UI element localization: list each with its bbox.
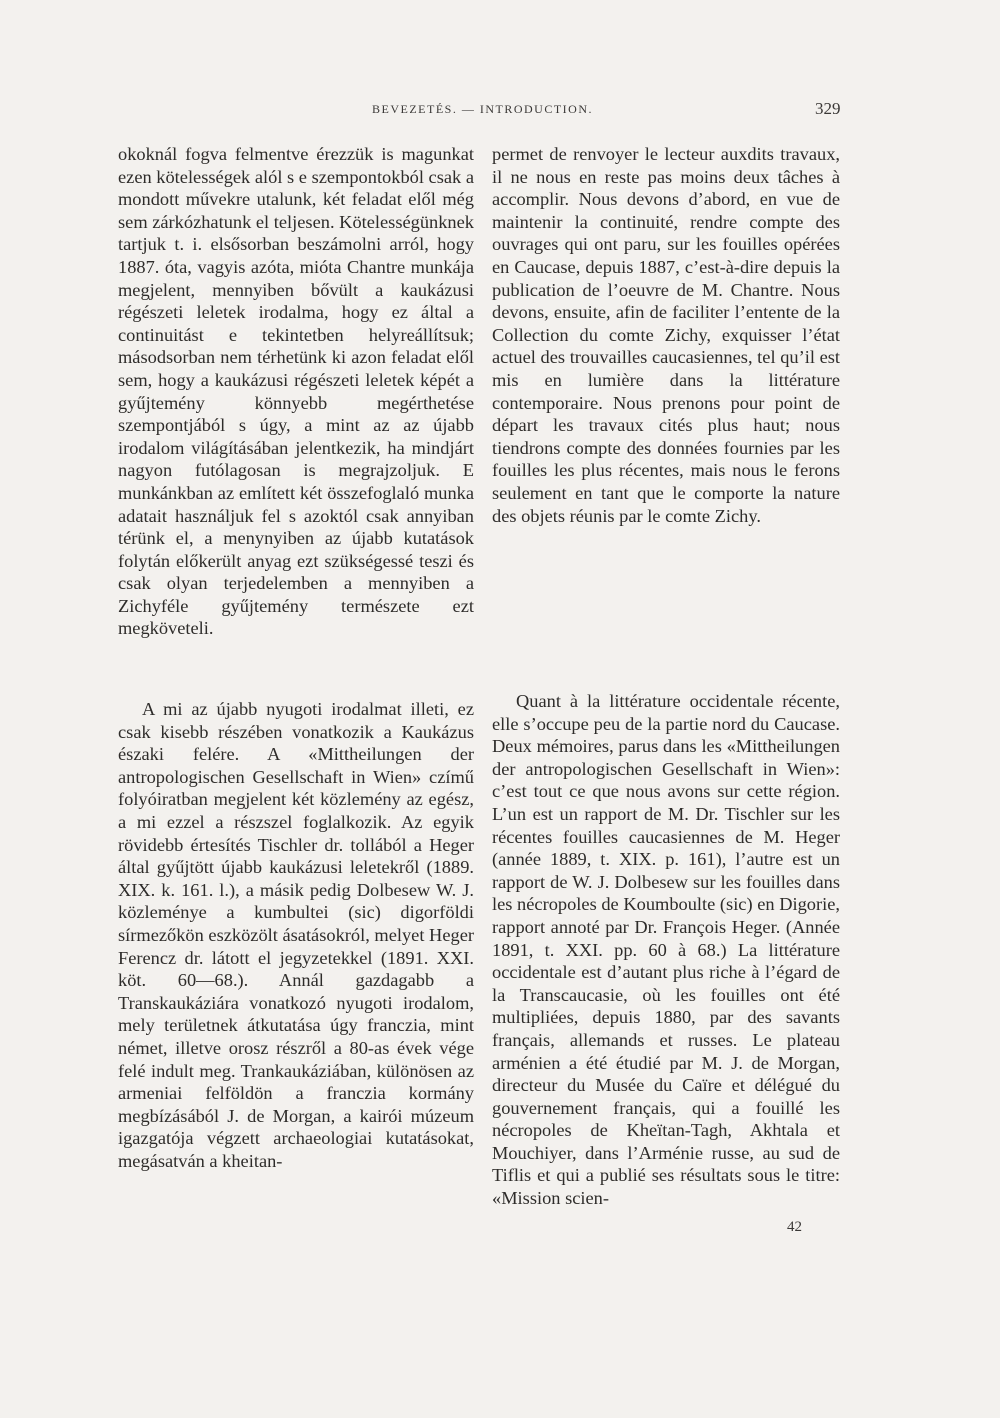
- french-paragraph-2: Quant à la littérature occidentale récente, elle s’occupe peu de la partie nord du Caucase. Deux mémoires, parus dans les «Mittheilungen der antropologischen Gesellschaft in Wien»: c’est tout ce que nous avons sur cette région. L’un est un rapport de M. Dr. Tischler sur les récentes fouilles caucasiennes de M. Heger (année 1889, t. XIX. p. 161), l’autre est un rapport de W. J. Dolbesew sur les fouilles dans les nécropoles de Koumboulte (sic) en Digorie, rapport annoté par Dr. François Heger. (Année 1891, t. XXI. pp. 60 à 68.) La littérature occidentale est d’autant plus riche à l’égard de la Transcaucasie, où les fouilles ont été multipliées, depuis 1880, par des savants français, allemands et russes. Le plateau arménien a été étudié par M. J. de Morgan, directeur du Musée du Caïre et délégué du gouvernement français, qui a fouillé les nécropoles de Kheïtan-Tagh, Akhtala et Mouchiyer, dans l’Arménie russe, au sud de Tiflis et qui a publié ses résultats sous le titre: «Mission scien-: [492, 691, 840, 1209]
- page-number: 329: [815, 99, 841, 118]
- running-head: BEVEZETÉS. — INTRODUCTION.: [372, 102, 593, 116]
- hungarian-paragraph-1: okoknál fogva felmentve érezzük is magunkat ezen kötelességek alól s e szempontokból csak a mondott művekre utalunk, két feladat elől még sem zárkózhatunk el teljesen. Kötelességünknek tartjuk t. i. elsősorban beszámolni arról, hogy 1887. óta, vagyis azóta, mióta Chantre munkája megjelent, mennyiben bővült a kaukázusi régészeti leletek irodalma, hogy ez által a continuitást e tekintetben helyreállítsuk; másodsorban nem térhetünk ki azon feladat elől sem, hogy a kaukázusi régészeti leletek képét a gyűjtemény könnyebb megérthetése szempontjából s úgy, a mint az az újabb irodalom világításában jelentkezik, ha mindjárt nagyon futólagosan is megrajzoljuk. E munkánkban az említett két összefoglaló munka adatait használjuk fel s azoktól csak annyiban térünk el, a menynyiben az újabb kutatások folytán előkerült anyag ezt szükségessé teszi és csak olyan terjedelemben a mennyiben a Zichyféle gyűjtemény természete ezt megköveteli.: [118, 144, 474, 639]
- french-column-1: [492, 143, 840, 527]
- french-column-2: [492, 690, 840, 1210]
- hungarian-column-1: [118, 143, 474, 640]
- hungarian-column-2: [118, 698, 474, 1172]
- french-paragraph-1: permet de renvoyer le lecteur auxdits travaux, il ne nous en reste pas moins deux tâches à accomplir. Nous devons d’abord, en vue de maintenir la continuité, rendre compte des ouvrages qui ont paru, sur les fouilles opérées en Caucase, depuis 1887, c’est-à-dire depuis la publication de l’oeuvre de M. Chantre. Nous devons, ensuite, afin de faciliter l’entente de la Collection du comte Zichy, exquisser l’état actuel des trouvailles caucasiennes, tel qu’il est mis en lumière dans la littérature contemporaire. Nous prenons pour point de départ les travaux cités plus haut; nous tiendrons compte des données fournies par les fouilles les plus récentes, mais nous le ferons seulement en tant que le comporte la nature des objets réunis par le comte Zichy.: [492, 144, 840, 526]
- signature-mark: 42: [787, 1219, 802, 1235]
- hungarian-paragraph-2: A mi az újabb nyugoti irodalmat illeti, ez csak kisebb részében vonatkozik a Kaukázus északi felére. A «Mittheilungen der antropologischen Gesellschaft in Wien» czímű folyóiratban megjelent két közlemény az egész, a mi ezzel a részszel foglalkozik. Az egyik rövidebb értesítés Tischler dr. tollából a Heger által gyűjtött újabb kaukázusi leletekről (1889. XIX. k. 161. l.), a másik pedig Dolbesew W. J. közleménye a kumbultei (sic) digorföldi sírmezőkön eszközölt ásatásokról, melyet Heger Ferencz dr. látott el jegyzetekkel (1891. XXI. köt. 60—68.). Annál gazdagabb a Transkaukáziára vonatkozó nyugoti irodalom, mely területnek átkutatása úgy franczia, mint német, illetve orosz részről a 80-as évek vége felé indult meg. Trankaukáziában, különösen az armeniai felföldön a franczia kormány megbízásából J. de Morgan, a kairói múzeum igazgatója végzett archaeologiai kutatásokat, megásatván a kheitan-: [118, 699, 474, 1171]
- page-header: [0, 99, 1000, 122]
